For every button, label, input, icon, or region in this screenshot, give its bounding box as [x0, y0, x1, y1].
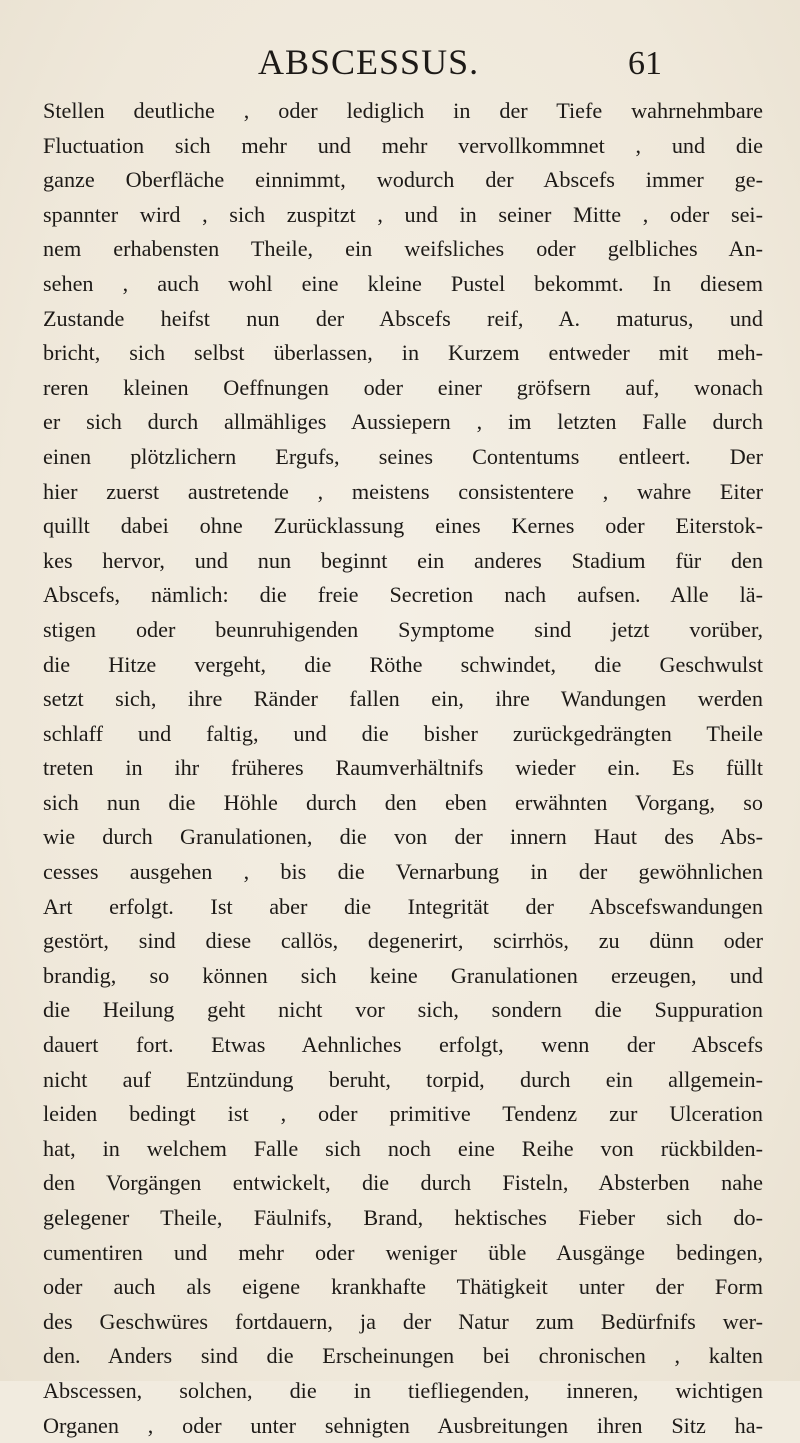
text-line: einen plötzlichern Ergufs, seines Contentums entleert. Der	[43, 443, 763, 469]
text-line: die Heilung geht nicht vor sich, sondern die Suppuration	[43, 997, 763, 1023]
text-line: den Vorgängen entwickelt, die durch Fisteln, Absterben nahe	[43, 1170, 763, 1196]
text-line: setzt sich, ihre Ränder fallen ein, ihre Wandungen werden	[43, 686, 763, 712]
body-text	[43, 94, 763, 1443]
text-line: wie durch Granulationen, die von der innern Haut des Abs-	[43, 824, 763, 850]
text-line: schlaff und faltig, und die bisher zurückgedrängten Theile	[43, 720, 763, 746]
text-line: reren kleinen Oeffnungen oder einer gröfsern auf, wonach	[43, 374, 763, 400]
text-line: nem erhabensten Theile, ein weifsliches oder gelbliches An-	[43, 236, 763, 262]
text-line: dauert fort. Etwas Aehnliches erfolgt, wenn der Abscefs	[43, 1032, 763, 1058]
text-line: Abscessen, solchen, die in tiefliegenden, inneren, wichtigen	[43, 1377, 763, 1403]
text-line: Fluctuation sich mehr und mehr vervollkommnet , und die	[43, 132, 763, 158]
text-line: des Geschwüres fortdauern, ja der Natur zum Bedürfnifs wer-	[43, 1308, 763, 1334]
text-line: nicht auf Entzündung beruht, torpid, durch ein allgemein-	[43, 1066, 763, 1092]
text-line: den. Anders sind die Erscheinungen bei chronischen , kalten	[43, 1343, 763, 1369]
text-line: quillt dabei ohne Zurücklassung eines Kernes oder Eiterstok-	[43, 513, 763, 539]
text-line: Organen , oder unter sehnigten Ausbreitungen ihren Sitz ha-	[43, 1412, 763, 1438]
text-line: die Hitze vergeht, die Röthe schwindet, die Geschwulst	[43, 651, 763, 677]
text-line: gelegener Theile, Fäulnifs, Brand, hektisches Fieber sich do-	[43, 1205, 763, 1230]
text-line: hat, in welchem Falle sich noch eine Reihe von rückbilden-	[43, 1135, 763, 1161]
text-line: sehen , auch wohl eine kleine Pustel bekommt. In diesem	[43, 270, 763, 296]
text-line: oder auch als eigene krankhafte Thätigkeit unter der Form	[43, 1274, 763, 1300]
text-line: Stellen deutliche , oder lediglich in der Tiefe wahrnehmbare	[43, 98, 763, 123]
text-line: sich nun die Höhle durch den eben erwähnten Vorgang, so	[43, 789, 763, 815]
text-line: spannter wird , sich zuspitzt , und in seiner Mitte , oder sei-	[43, 201, 763, 227]
text-line: Zustande heifst nun der Abscefs reif, A. maturus, und	[43, 305, 763, 331]
text-line: cumentiren und mehr oder weniger üble Ausgänge bedingen,	[43, 1239, 763, 1265]
text-line: brandig, so können sich keine Granulationen erzeugen, und	[43, 962, 763, 988]
running-head	[0, 40, 800, 84]
page-number: 61	[628, 45, 662, 82]
text-line: Abscefs, nämlich: die freie Secretion nach aufsen. Alle lä-	[43, 582, 763, 608]
text-line: kes hervor, und nun beginnt ein anderes Stadium für den	[43, 547, 763, 573]
text-line: cesses ausgehen , bis die Vernarbung in der gewöhnlichen	[43, 859, 763, 885]
text-line: ganze Oberfläche einnimmt, wodurch der Abscefs immer ge-	[43, 167, 763, 193]
text-line: hier zuerst austretende , meistens consistentere , wahre Eiter	[43, 478, 763, 504]
text-line: stigen oder beunruhigenden Symptome sind jetzt vorüber,	[43, 616, 763, 642]
running-head-title: ABSCESSUS.	[258, 42, 480, 82]
text-line: leiden bedingt ist , oder primitive Tendenz zur Ulceration	[43, 1101, 763, 1127]
text-line: gestört, sind diese callös, degenerirt, scirrhös, zu dünn oder	[43, 928, 763, 954]
text-line: er sich durch allmähliges Aussiepern , im letzten Falle durch	[43, 409, 763, 435]
text-line: Art erfolgt. Ist aber die Integrität der Abscefswandungen	[43, 893, 763, 919]
text-line: bricht, sich selbst überlassen, in Kurzem entweder mit meh-	[43, 340, 763, 366]
text-line: treten in ihr früheres Raumverhältnifs wieder ein. Es füllt	[43, 755, 763, 781]
